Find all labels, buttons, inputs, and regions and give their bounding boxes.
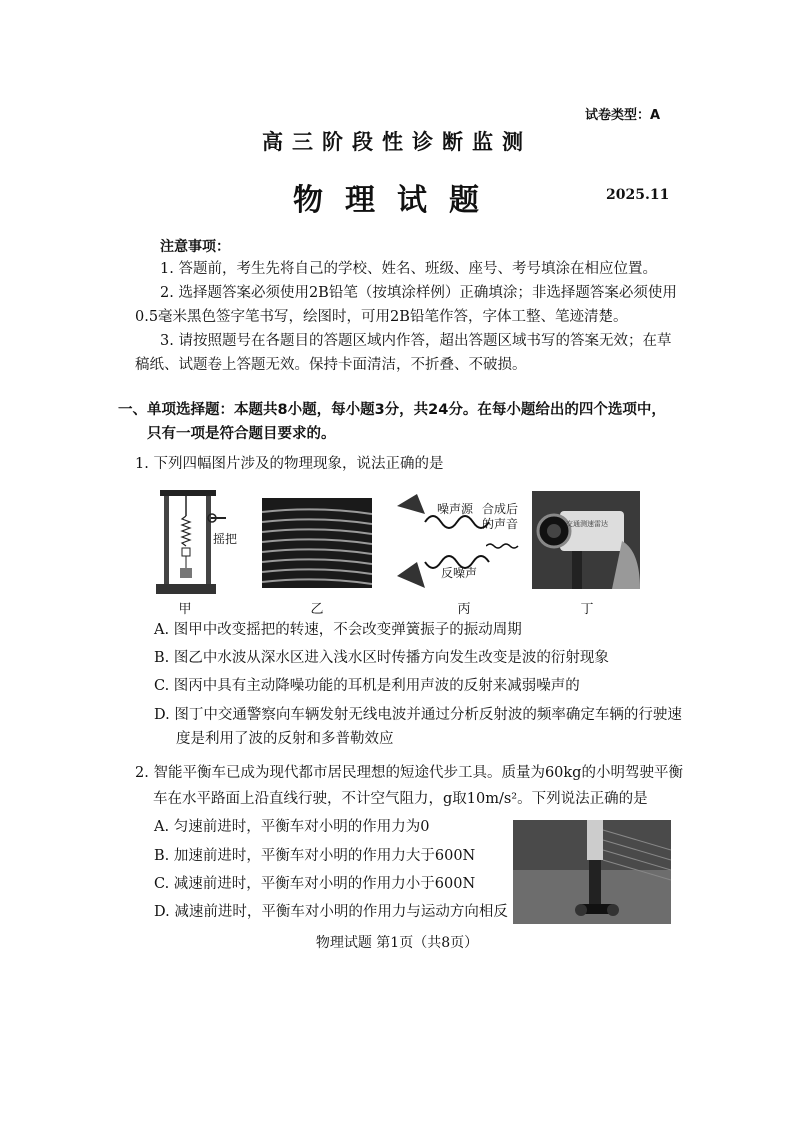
question-1-stem: 1. 下列四幅图片涉及的物理现象，说法正确的是 [135, 456, 444, 472]
figure-yi-label: 乙 [310, 602, 324, 617]
balance-car-photo [513, 820, 671, 924]
notice-heading: 注意事项： [160, 239, 230, 255]
notice-item-1: 1. 答题前，考生先将自己的学校、姓名、班级、座号、考号填涂在相应位置。 [160, 261, 657, 277]
figure-bing-combined-label: 合成后的声音 [482, 502, 519, 531]
figure-jia-label: 甲 [178, 602, 192, 617]
question-1-option-b: B. 图乙中水波从深水区进入浅水区时传播方向发生改变是波的衍射现象 [154, 650, 609, 666]
figure-ding-device-text: 交通测速雷达 [566, 520, 608, 528]
figure-bing-noise-label: 噪声源 [437, 502, 474, 516]
exam-title: 物理试题 [293, 183, 501, 218]
question-2-option-b: B. 加速前进时，平衡车对小明的作用力大于600N [154, 848, 476, 864]
figure-jia-handle-label: 摇把 [213, 532, 238, 546]
notice-item-3: 3. 请按照题号在各题目的答题区域内作答，超出答题区域书写的答案无效；在草稿纸、试题卷上答题无效。保持卡面清洁，不折叠、不破损。 [135, 333, 672, 373]
question-2-stem: 2. 智能平衡车已成为现代都市居民理想的短途代步工具。质量为60kg的小明驾驶平衡车在水平路面上沿直线行驶，不计空气阻力，g取10m/s²。下列说法正确的是 [135, 765, 683, 807]
section-heading: 一、单项选择题：本题共8小题，每小题3分，共24分。在每小题给出的四个选项中，只有一项是符合题目要求的。 [118, 402, 666, 442]
page-footer: 物理试题 第1页（共8页） [315, 935, 479, 951]
question-2-option-d: D. 减速前进时，平衡车对小明的作用力与运动方向相反 [154, 904, 508, 920]
figure-bing-label: 丙 [457, 602, 471, 617]
question-1-option-a: A. 图甲中改变摇把的转速，不会改变弹簧振子的振动周期 [154, 622, 522, 638]
exam-date: 2025.11 [606, 187, 670, 203]
question-2-option-c: C. 减速前进时，平衡车对小明的作用力小于600N [154, 876, 476, 892]
figure-ding-label: 丁 [580, 602, 594, 617]
exam-subtitle: 高三阶段性诊断监测 [262, 129, 532, 154]
figure-bing-combined-wave [486, 536, 524, 555]
paper-type: 试卷类型：A [584, 108, 660, 123]
question-1-option-c: C. 图丙中具有主动降噪功能的耳机是利用声波的反射来减弱噪声的 [154, 678, 580, 694]
figure-yi [262, 498, 372, 588]
figure-ding [532, 491, 640, 589]
question-2-option-a: A. 匀速前进时，平衡车对小明的作用力为0 [154, 819, 430, 835]
figure-bing-anti-label: 反噪声 [441, 566, 478, 580]
notice-item-2: 2. 选择题答案必须使用2B铅笔（按填涂样例）正确填涂；非选择题答案必须使用0.5毫米黑色签字笔书写，绘图时，可用2B铅笔作答，字体工整、笔迹清楚。 [135, 285, 677, 325]
question-1-option-d: D. 图丁中交通警察向车辆发射无线电波并通过分析反射波的频率确定车辆的行驶速度是利用了波的反射和多普勒效应 [154, 707, 682, 747]
